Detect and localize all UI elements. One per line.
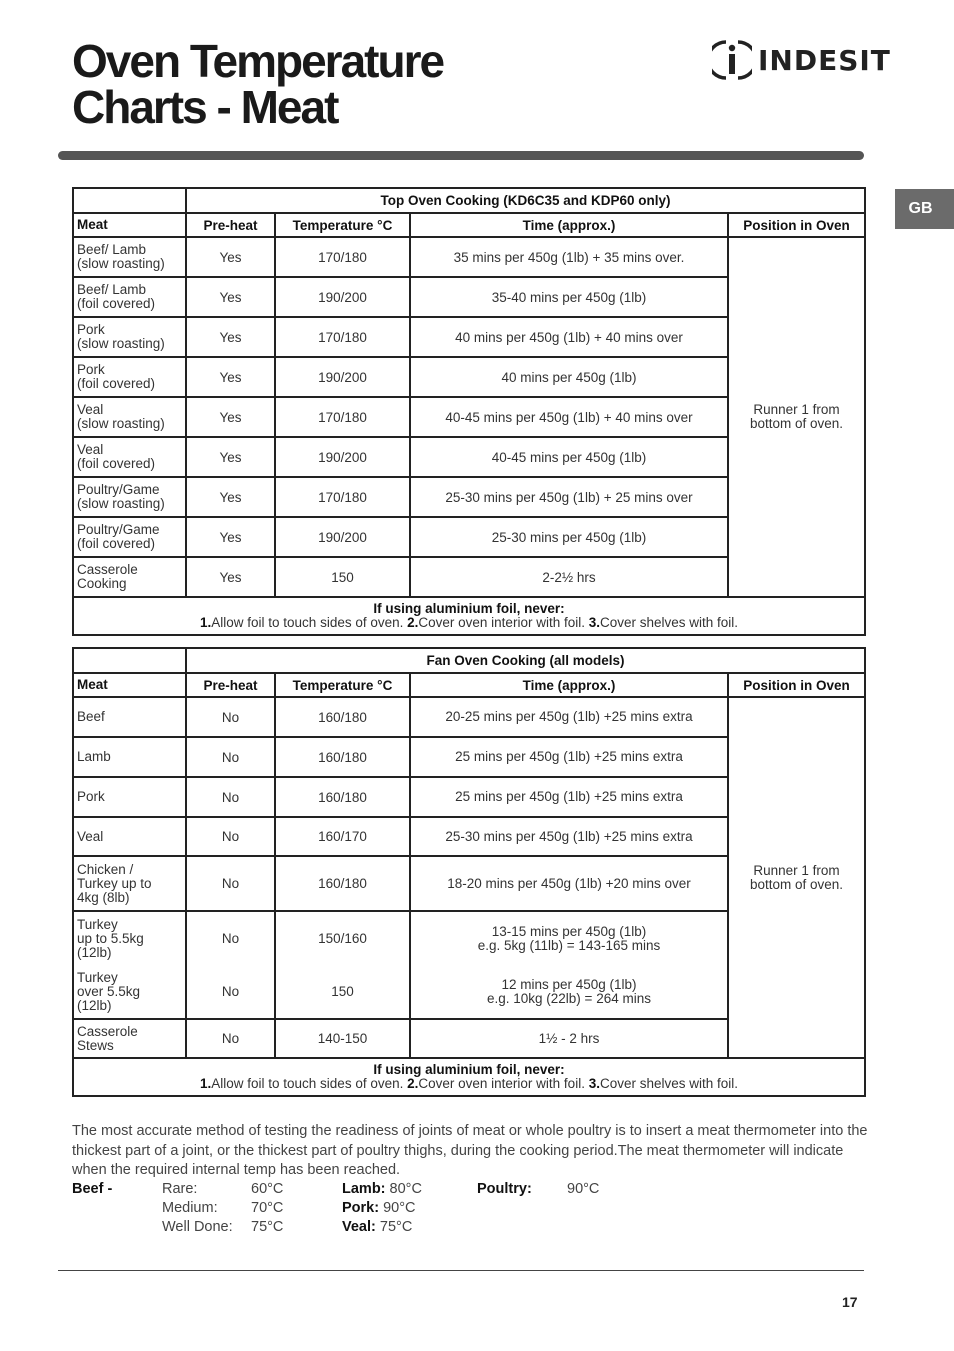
- temperature-cell: 160/180: [275, 737, 410, 777]
- cell-line: 20-25 mins per 450g (1lb) +25 mins extra: [445, 709, 693, 724]
- preheat-cell: Yes: [186, 317, 275, 357]
- cell-line: over 5.5kg: [77, 983, 141, 999]
- cell-line: (12lb): [77, 944, 112, 960]
- meat-method: (slow roasting): [77, 416, 165, 431]
- meat-name: Beef/ Lamb: [77, 242, 147, 257]
- time-cell: 2-2½ hrs: [410, 557, 728, 597]
- temperature-cell: 170/180: [275, 317, 410, 357]
- cell-line: 12 mins per 450g (1lb): [501, 976, 637, 992]
- cell-line: Veal: [77, 828, 104, 844]
- time-cell: [410, 856, 728, 911]
- temperature-cell: 190/200: [275, 437, 410, 477]
- title-line-1: Oven Temperature: [72, 35, 444, 87]
- meat-cell: [73, 557, 186, 597]
- time-cell: [410, 697, 728, 737]
- meat-name: Veal: [77, 402, 104, 417]
- meat-name: Poultry/Game: [77, 522, 160, 537]
- meat-cell: [73, 737, 186, 777]
- indesit-info-icon: [712, 38, 752, 82]
- column-header: Pre-heat: [186, 673, 275, 697]
- cell-line: (12lb): [77, 997, 112, 1013]
- doneness-level: Rare:: [162, 1181, 198, 1197]
- time-cell: [410, 911, 728, 965]
- meat-temp-pork: Pork: 90°C: [342, 1200, 416, 1216]
- temperature-cell: 140-150: [275, 1019, 410, 1058]
- meat-cell: [73, 965, 186, 1019]
- cell-line: Turkey: [77, 916, 118, 932]
- position-cell: [728, 237, 865, 597]
- meat-name: Pork: [77, 322, 105, 337]
- meat-method: (slow roasting): [77, 336, 165, 351]
- preheat-cell: Yes: [186, 237, 275, 277]
- preheat-cell: No: [186, 817, 275, 856]
- meat-cell: [73, 817, 186, 856]
- preheat-cell: Yes: [186, 477, 275, 517]
- temperature-cell: 160/170: [275, 817, 410, 856]
- meat-cell: [73, 317, 186, 357]
- cell-line: Pork: [77, 789, 105, 804]
- cell-line: Chicken /: [77, 861, 134, 877]
- meat-name: Casserole: [77, 562, 138, 577]
- meat-cell: [73, 237, 186, 277]
- cell-line: 25 mins per 450g (1lb) +25 mins extra: [455, 749, 683, 764]
- preheat-cell: Yes: [186, 437, 275, 477]
- meat-temp-lamb: Lamb: 80°C: [342, 1181, 422, 1197]
- meat-cell: [73, 911, 186, 965]
- poultry-label: Poultry:: [477, 1181, 532, 1197]
- doneness-temp: 60°C: [251, 1181, 284, 1197]
- time-cell: [410, 737, 728, 777]
- meat-temp-veal: Veal: 75°C: [342, 1219, 413, 1235]
- meat-method: (slow roasting): [77, 256, 165, 271]
- page-title: [72, 35, 444, 133]
- beef-label: Beef -: [72, 1181, 113, 1197]
- top-oven-table: [72, 187, 866, 636]
- temperature-cell: 190/200: [275, 277, 410, 317]
- cell-line: Casserole: [77, 1023, 138, 1039]
- foil-warning: If using aluminium foil, never: 1.Allow foil to touch sides of oven. 2.Cover oven interior with foil. 3.Cover shelves with foil.: [73, 1058, 865, 1096]
- cell-line: e.g. 5kg (11lb) = 143-165 mins: [477, 937, 661, 953]
- preheat-cell: No: [186, 911, 275, 965]
- temperature-cell: 150/160: [275, 911, 410, 965]
- meat-name: Veal: [77, 442, 104, 457]
- meat-method: (foil covered): [77, 376, 156, 391]
- table-corner: [73, 648, 186, 673]
- time-cell: 40-45 mins per 450g (1lb) + 40 mins over: [410, 397, 728, 437]
- position-line: Runner 1 from: [753, 862, 840, 878]
- preheat-cell: No: [186, 965, 275, 1019]
- meat-method: (foil covered): [77, 456, 156, 471]
- meat-method: (foil covered): [77, 296, 156, 311]
- meat-method: Cooking: [77, 576, 127, 591]
- poultry-temp: 90°C: [567, 1181, 600, 1197]
- doneness-temp: 75°C: [251, 1219, 284, 1235]
- preheat-cell: Yes: [186, 397, 275, 437]
- thermometer-paragraph: The most accurate method of testing the readiness of joints of meat or whole poultry is to insert a meat thermometer into the thickest part of a joint, or the thickest part of poultry thighs, during the cooking period.The meat thermometer will indicate when the required internal temp has been reached.: [72, 1123, 868, 1178]
- time-cell: 35-40 mins per 450g (1lb): [410, 277, 728, 317]
- preheat-cell: No: [186, 737, 275, 777]
- brand-name: INDESIT: [758, 43, 891, 77]
- table-caption: Fan Oven Cooking (all models): [186, 648, 865, 673]
- footer-divider: [58, 1270, 864, 1271]
- meat-method: (slow roasting): [77, 496, 165, 511]
- doneness-level: Medium:: [162, 1200, 218, 1216]
- position-line: Runner 1 from: [753, 402, 840, 417]
- table-caption: Top Oven Cooking (KD6C35 and KDP60 only): [186, 188, 865, 213]
- preheat-cell: Yes: [186, 277, 275, 317]
- cell-line: 25 mins per 450g (1lb) +25 mins extra: [455, 789, 683, 804]
- meat-cell: [73, 437, 186, 477]
- column-header: Temperature °C: [275, 213, 410, 237]
- column-header: Position in Oven: [728, 673, 865, 697]
- temperature-cell: 170/180: [275, 237, 410, 277]
- temperature-cell: 190/200: [275, 357, 410, 397]
- temperature-cell: 190/200: [275, 517, 410, 557]
- temperature-cell: 160/180: [275, 777, 410, 817]
- preheat-cell: Yes: [186, 357, 275, 397]
- cell-line: 1½ - 2 hrs: [538, 1030, 600, 1046]
- temperature-cell: 170/180: [275, 397, 410, 437]
- column-header: Position in Oven: [728, 213, 865, 237]
- doneness-level: Well Done:: [162, 1219, 233, 1235]
- temperature-cell: 150: [275, 965, 410, 1019]
- time-cell: 25-30 mins per 450g (1lb) + 25 mins over: [410, 477, 728, 517]
- meat-cell: [73, 477, 186, 517]
- position-cell: [728, 697, 865, 1058]
- column-header: Pre-heat: [186, 213, 275, 237]
- temperature-cell: 150: [275, 557, 410, 597]
- meat-cell: [73, 517, 186, 557]
- time-cell: 25-30 mins per 450g (1lb): [410, 517, 728, 557]
- column-header: Temperature °C: [275, 673, 410, 697]
- preheat-cell: No: [186, 1019, 275, 1058]
- cell-line: Turkey: [77, 969, 118, 985]
- cell-line: 25-30 mins per 450g (1lb) +25 mins extra: [445, 828, 693, 844]
- meat-cell: [73, 1019, 186, 1058]
- meat-name: Beef/ Lamb: [77, 282, 147, 297]
- meat-cell: [73, 697, 186, 737]
- cell-line: 13-15 mins per 450g (1lb): [491, 923, 647, 939]
- cell-line: Stews: [77, 1037, 114, 1053]
- preheat-cell: No: [186, 697, 275, 737]
- brand-logo: [712, 38, 891, 82]
- meat-name: Poultry/Game: [77, 482, 160, 497]
- meat-cell: [73, 277, 186, 317]
- time-cell: [410, 1019, 728, 1058]
- meat-name: Pork: [77, 362, 105, 377]
- position-line: bottom of oven.: [749, 876, 844, 892]
- time-cell: [410, 965, 728, 1019]
- temperature-cell: 160/180: [275, 856, 410, 911]
- doneness-temp: 70°C: [251, 1200, 284, 1216]
- position-line: bottom of oven.: [749, 416, 844, 431]
- page-number: 17: [842, 1294, 858, 1310]
- time-cell: 35 mins per 450g (1lb) + 35 mins over.: [410, 237, 728, 277]
- time-cell: [410, 777, 728, 817]
- column-header: Meat: [73, 673, 186, 697]
- title-line-2: Charts - Meat: [72, 81, 338, 133]
- cell-line: Beef: [77, 709, 105, 724]
- time-cell: [410, 817, 728, 856]
- temperature-cell: 160/180: [275, 697, 410, 737]
- meat-method: (foil covered): [77, 536, 156, 551]
- column-header: Meat: [73, 213, 186, 237]
- time-cell: 40-45 mins per 450g (1lb): [410, 437, 728, 477]
- time-cell: 40 mins per 450g (1lb) + 40 mins over: [410, 317, 728, 357]
- meat-cell: [73, 357, 186, 397]
- header-divider: [58, 151, 864, 160]
- column-header: Time (approx.): [410, 213, 728, 237]
- cell-line: up to 5.5kg: [77, 930, 144, 946]
- table-row: [73, 697, 865, 737]
- column-header: Time (approx.): [410, 673, 728, 697]
- meat-cell: [73, 397, 186, 437]
- fan-oven-table: [72, 647, 866, 1097]
- temperature-cell: 170/180: [275, 477, 410, 517]
- meat-cell: [73, 856, 186, 911]
- preheat-cell: Yes: [186, 557, 275, 597]
- time-cell: 40 mins per 450g (1lb): [410, 357, 728, 397]
- language-tab: GB: [895, 189, 954, 229]
- cell-line: e.g. 10kg (22lb) = 264 mins: [487, 990, 651, 1006]
- table-corner: [73, 188, 186, 213]
- cell-line: Turkey up to: [77, 875, 152, 891]
- cell-line: 4kg (8lb): [77, 889, 130, 905]
- preheat-cell: No: [186, 777, 275, 817]
- cell-line: 18-20 mins per 450g (1lb) +20 mins over: [447, 875, 691, 891]
- table-row: [73, 237, 865, 277]
- foil-warning: If using aluminium foil, never: 1.Allow foil to touch sides of oven. 2.Cover oven interior with foil. 3.Cover shelves with foil.: [73, 597, 865, 635]
- preheat-cell: Yes: [186, 517, 275, 557]
- preheat-cell: No: [186, 856, 275, 911]
- meat-cell: [73, 777, 186, 817]
- cell-line: Lamb: [77, 749, 111, 764]
